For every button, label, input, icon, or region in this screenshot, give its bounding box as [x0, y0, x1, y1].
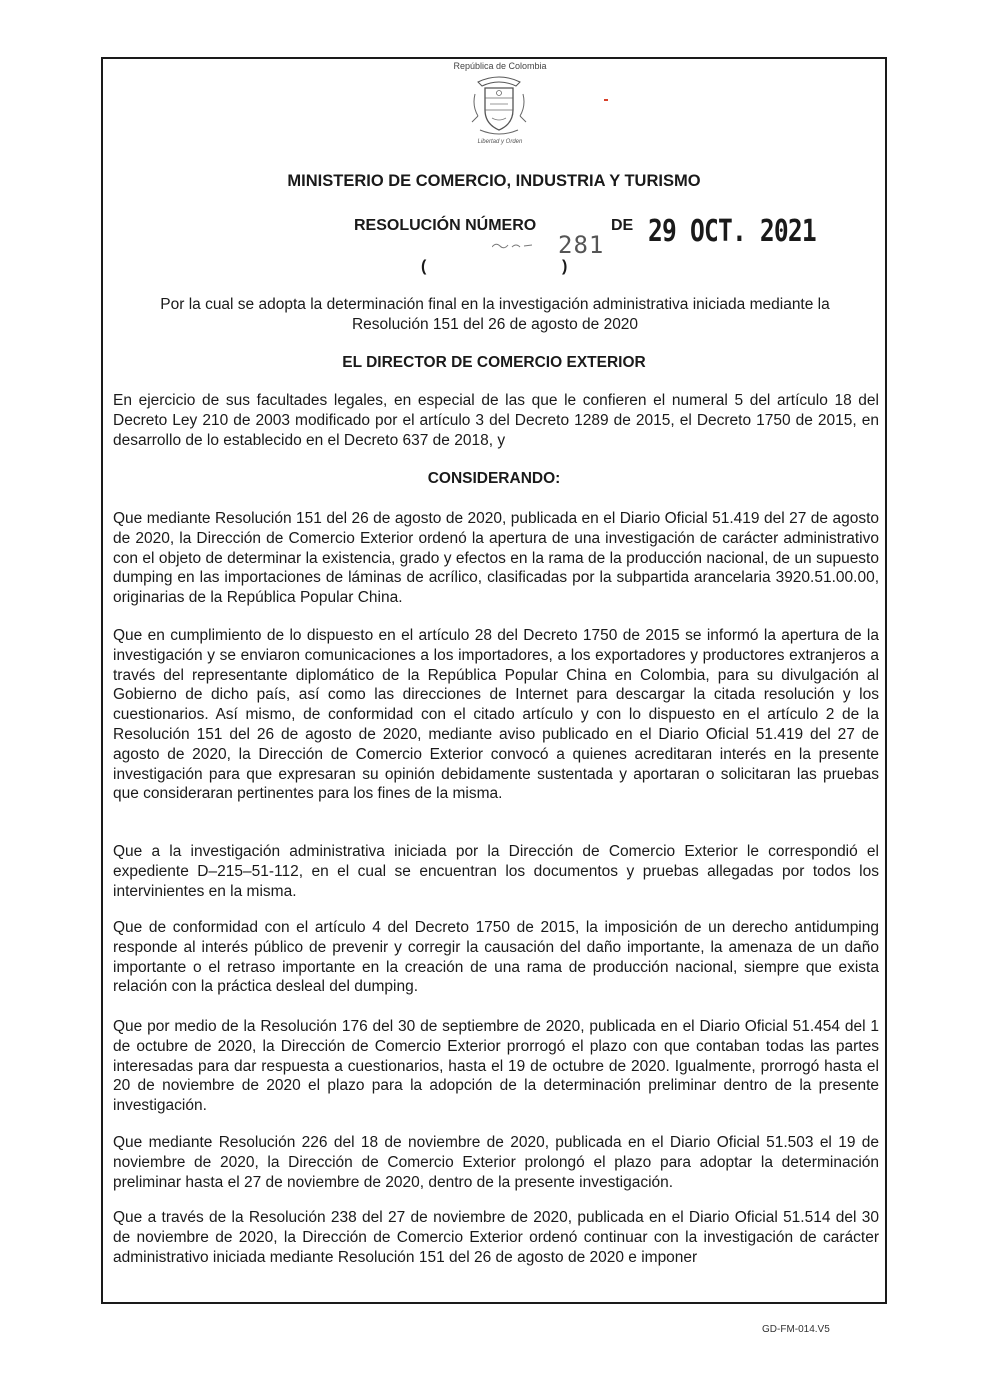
authority-heading: EL DIRECTOR DE COMERCIO EXTERIOR — [342, 354, 646, 371]
initials-scribble — [492, 240, 532, 250]
date-label: DE — [611, 217, 634, 234]
considerando-heading: CONSIDERANDO: — [427, 470, 561, 487]
paragraph: Que mediante Resolución 226 del 18 de noviembre de 2020, publicada en el Diario Oficial 51.503 el 19 de noviembre de 2020, la Dirección de Comercio Exterior prolongó el plazo para adoptar la determinación preliminar hasta el 27 de noviembre de 2020, dentro de la presente investigación. — [113, 1134, 879, 1191]
paragraph: Que mediante Resolución 151 del 26 de agosto de 2020, publicada en el Diario Oficial 51.419 del 27 de agosto de 2020, la Dirección de Comercio Exterior ordenó la apertura de una investigación de carácter administrativo con el objeto de determinar la existencia, grado y efectos en la rama de la producción nacional, de un supuesto dumping en las importaciones de láminas de acrílico, clasificadas por la subpartida arancelaria 3920.51.00.00, originarias de la República Popular China. — [113, 510, 879, 607]
paragraph: Que a la investigación administrativa iniciada por la Dirección de Comercio Exterior le correspondió el expediente D–215–51-112, en el cual se encuentran los documentos y pruebas allegadas por todos los intervinientes en la misma. — [113, 843, 879, 900]
ministry-title: MINISTERIO DE COMERCIO, INDUSTRIA Y TURISMO — [287, 172, 701, 190]
resolution-number: 281 — [558, 231, 605, 259]
lema-label: Libertad y Orden — [477, 139, 523, 145]
paragraph: Que en cumplimiento de lo dispuesto en el artículo 28 del Decreto 1750 de 2015 se informó la apertura de la investigación y se enviaron comunicaciones a los importadores, a los exportadores y productores extranjeros a través del representante diplomático de la República Popular China en Colombia, para su divulgación al Gobierno de dicho país, así como las direcciones de Internet para descargar la citada resolución y los cuestionarios. Así mismo, de conformidad con el citado artículo y con lo dispuesto en el artículo 2 de la Resolución 151 del 26 de agosto de 2020, mediante aviso publicado en el Diario Oficial 51.419 del 27 de agosto de 2020, la Dirección de Comercio Exterior convocó a quienes acreditaran interés en la presente investigación para que expresaran su opinión debidamente sustentada y aportaran o solicitaran las pruebas que consideraran pertinentes para los fines de la misma. — [113, 627, 879, 803]
scan-mark — [604, 99, 608, 101]
intro-paragraph: En ejercicio de sus facultades legales, en especial de las que le confieren el numeral 5 del artículo 18 del Decreto Ley 210 de 2003 modificado por el artículo 3 del Decreto 1289 de 2015, el Decreto 1750 de 2015, en desarrollo de lo establecido en el Decreto 637 de 2018, y — [113, 392, 879, 449]
coat-of-arms-icon — [470, 72, 528, 138]
resolution-subtitle: Por la cual se adopta la determinación final en la investigación administrativa iniciada mediante la Resolución 151 del 26 de agosto de 2020 — [160, 296, 830, 333]
resolution-label: RESOLUCIÓN NÚMERO — [354, 217, 537, 234]
paragraph: Que por medio de la Resolución 176 del 30 de septiembre de 2020, publicada en el Diario Oficial 51.454 del 1 de octubre de 2020, la Dirección de Comercio Exterior prorrogó el plazo con que contaban todas las partes interesadas para dar respuesta a cuestionarios, hasta el 19 de octubre de 2020. Igualmente, prorrogó hasta el 20 de noviembre de 2020 el plazo para la adopción de la determinación preliminar dentro de la presente investigación. — [113, 1018, 879, 1115]
form-code: GD-FM-014.V5 — [762, 1324, 830, 1335]
republica-label: República de Colombia — [453, 61, 547, 71]
paragraph: Que de conformidad con el artículo 4 del Decreto 1750 de 2015, la imposición de un derecho antidumping responde al interés público de prevenir y corregir la causación del daño importante, la amenaza de un daño importante o el retraso importante en la creación de una rama de producción nacional, siempre que exista relación con la práctica desleal del dumping. — [113, 919, 879, 996]
paren-open: ( — [421, 258, 427, 275]
resolution-date-stamp: 29 OCT. 2021 — [648, 214, 816, 249]
paren-close: ) — [562, 258, 568, 275]
paragraph: Que a través de la Resolución 238 del 27 de noviembre de 2020, publicada en el Diario Oficial 51.514 del 30 de noviembre de 2020, la Dirección de Comercio Exterior ordenó continuar con la investigación de carácter administrativo iniciada mediante Resolución 151 del 26 de agosto de 2020 e imponer — [113, 1209, 879, 1266]
